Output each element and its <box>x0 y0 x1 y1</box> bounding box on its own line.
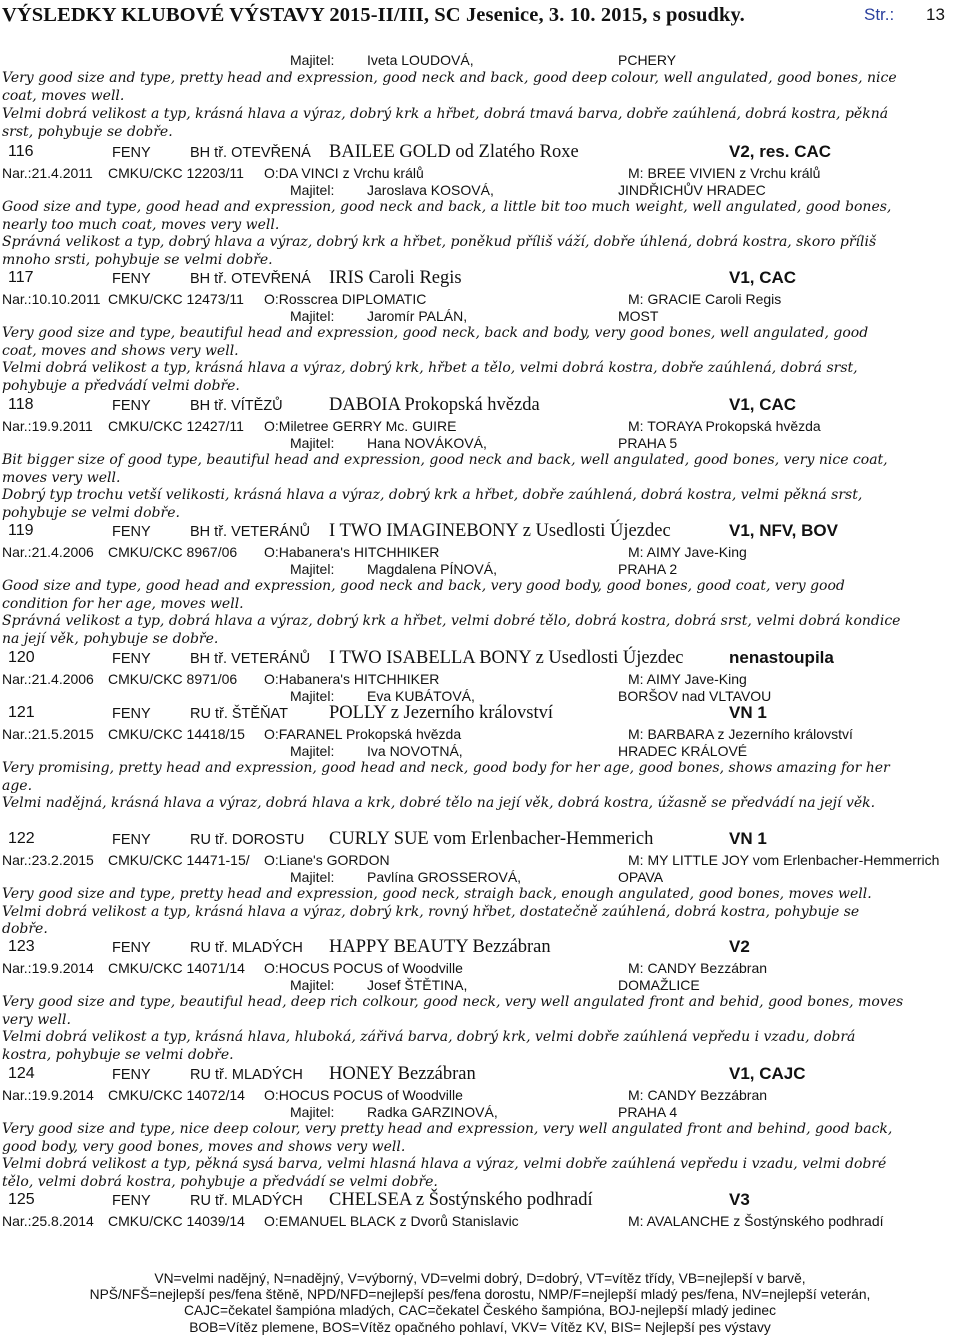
dam: M: CANDY Bezzábran <box>628 960 768 976</box>
birth-date: Nar.:19.9.2011 <box>2 418 93 434</box>
dog-name: HAPPY BEAUTY Bezzábran <box>329 937 551 957</box>
birth-date: Nar.:21.4.2006 <box>2 544 94 560</box>
legend-line: VN=velmi nadějný, N=nadějný, V=výborný, VD=velmi dobrý, D=dobrý, VT=vítěz třídy, VB=nejlepší v barvě, <box>154 1271 806 1286</box>
sire: O:FARANEL Prokopská hvězda <box>264 726 462 742</box>
registration: CMKU/CKC 8967/06 <box>108 544 238 560</box>
sex: FENY <box>112 940 151 956</box>
sex: FENY <box>112 145 151 161</box>
owner-name: Jaroslava KOSOVÁ, <box>367 182 494 198</box>
sire: O:Habanera's HITCHHIKER <box>264 671 440 687</box>
sire: O:Habanera's HITCHHIKER <box>264 544 440 560</box>
owner-label: Majitel: <box>290 869 335 885</box>
registration: CMKU/CKC 14039/14 <box>108 1213 245 1229</box>
owner-city: DOMAŽLICE <box>618 977 700 993</box>
sex: FENY <box>112 271 151 287</box>
legend-line: NPŠ/NFŠ=nejlepší pes/fena štěně, NPD/NFD=nejlepší pes/fena dorostu, NMP/F=nejlepší mladý pes/fena, NV=nejlepší veterán, <box>89 1287 871 1302</box>
catalog-number: 124 <box>8 1065 35 1082</box>
legend-line: CAJC=čekatel šampióna mladých, CAC=čekatel Českého šampióna, BOJ-nejlepší mladý jedinec <box>183 1303 776 1318</box>
owner-city: PRAHA 2 <box>618 561 678 577</box>
legend-line: BOB=Vítěz plemene, BOS=Vítěz opačného pohlaví, VKV= Vítěz KV, BIS= Nejlepší pes výstavy <box>189 1320 771 1335</box>
owner-name: Hana NOVÁKOVÁ, <box>367 435 487 451</box>
sire: O:EMANUEL BLACK z Dvorů Stanislavic <box>264 1213 519 1229</box>
registration: CMKU/CKC 8971/06 <box>108 671 238 687</box>
registration: CMKU/CKC 14071/14 <box>108 960 245 976</box>
award: V1, CAC <box>729 395 797 414</box>
dam: M: BREE VIVIEN z Vrchu králů <box>628 165 821 181</box>
owner-label: Majitel: <box>290 435 335 451</box>
dog-name: BAILEE GOLD od Zlatého Roxe <box>329 142 579 162</box>
registration: CMKU/CKC 14072/14 <box>108 1087 245 1103</box>
owner-name: Jaromír PALÁN, <box>367 308 468 324</box>
award: V1, CAJC <box>729 1064 806 1083</box>
class: BH tř. VETERÁNŮ <box>190 651 311 667</box>
sire: O:Liane's GORDON <box>264 852 390 868</box>
catalog-number: 116 <box>8 143 34 160</box>
owner-label: Majitel: <box>290 52 335 68</box>
owner-name: Pavlína GROSSEROVÁ, <box>367 869 522 885</box>
registration: CMKU/CKC 14418/15 <box>108 726 245 742</box>
registration: CMKU/CKC 14471-15/ <box>108 852 250 868</box>
evaluation-en: Very good size and type, pretty head and expression, good neck, straigh back, enough angulated, good bones, moves well. <box>2 886 872 902</box>
owner-label: Majitel: <box>290 182 335 198</box>
catalog-number: 125 <box>8 1191 35 1208</box>
evaluation-cz: Správná velikost a typ, dobrá hlava a výraz, dobrý krk a hřbet, velmi dobré tělo, dobrá kostra, dobrá srst, velmi dobrá kondice na její věk, pohybuje se dobře. <box>2 613 901 647</box>
birth-date: Nar.:25.8.2014 <box>2 1213 94 1229</box>
owner-city: HRADEC KRÁLOVÉ <box>618 743 748 759</box>
owner-label: Majitel: <box>290 1104 335 1120</box>
class: RU tř. ŠTĚŇAT <box>190 706 289 722</box>
class: BH tř. OTEVŘENÁ <box>190 145 311 161</box>
registration: CMKU/CKC 12427/11 <box>108 418 244 434</box>
owner-name: Eva KUBÁTOVÁ, <box>367 688 475 704</box>
dam: M: AVALANCHE z Šostýnského podhradí <box>628 1213 884 1229</box>
owner-city: PCHERY <box>618 52 677 68</box>
owner-city: BORŠOV nad VLTAVOU <box>618 688 772 704</box>
dog-name: I TWO IMAGINEBONY z Usedlosti Újezdec <box>329 521 671 541</box>
birth-date: Nar.:21.5.2015 <box>2 726 94 742</box>
dog-name: HONEY Bezzábran <box>329 1064 476 1084</box>
sire: O:DA VINCI z Vrchu králů <box>264 165 424 181</box>
birth-date: Nar.:19.9.2014 <box>2 1087 94 1103</box>
owner-city: OPAVA <box>618 869 664 885</box>
sex: FENY <box>112 398 151 414</box>
dam: M: MY LITTLE JOY vom Erlenbacher-Hemmerrich <box>628 852 940 868</box>
registration: CMKU/CKC 12473/11 <box>108 291 244 307</box>
catalog-number: 121 <box>8 704 35 721</box>
page-number: 13 <box>926 5 945 24</box>
page-title: VÝSLEDKY KLUBOVÉ VÝSTAVY 2015-II/III, SC Jesenice, 3. 10. 2015, s posudky. <box>2 4 745 26</box>
dam: M: BARBARA z Jezerního království <box>628 726 853 742</box>
evaluation-cz: Velmi dobrá velikost a typ, pěkná sysá barva, velmi hlasná hlava a výraz, velmi dobře zaúhlená vepředu i vzadu, velmi dobré tělo, velmi dobrá kostra, pohybuje a předvádí se velmi dobře. <box>2 1156 887 1190</box>
award: V1, NFV, BOV <box>729 521 838 540</box>
award: V1, CAC <box>729 268 797 287</box>
award: V3 <box>729 1190 750 1209</box>
catalog-number: 123 <box>8 938 35 955</box>
award: V2, res. CAC <box>729 142 832 161</box>
owner-city: PRAHA 4 <box>618 1104 678 1120</box>
dog-name: IRIS Caroli Regis <box>329 268 462 288</box>
sire: O:HOCUS POCUS of Woodville <box>264 960 463 976</box>
sire: O:Miletree GERRY Mc. GUIRE <box>264 418 457 434</box>
dog-name: DABOIA Prokopská hvězda <box>329 395 540 415</box>
dog-name: CHELSEA z Šostýnského podhradí <box>329 1190 593 1210</box>
evaluation-cz: Velmi dobrá velikost a typ, krásná hlava a výraz, dobrý krk a hřbet, dobrá tmavá barva, dobře zaúhlená, dobrá kostra, pěkná srst, pohybuje se dobře. <box>2 106 889 140</box>
catalog-number: 120 <box>8 649 35 666</box>
evaluation-en: Bit bigger size of good type, beautiful head and expression, good neck and back, well angulated, good bones, very nice coat, moves very well. <box>2 452 888 486</box>
dam: M: CANDY Bezzábran <box>628 1087 768 1103</box>
award: V2 <box>729 937 750 956</box>
award: VN 1 <box>729 703 767 722</box>
evaluation-en: Good size and type, good head and expression, good neck and back, very good body, good bones, good coat, very good condition for her age, moves well. <box>2 578 845 612</box>
dog-name: I TWO ISABELLA BONY z Usedlosti Újezdec <box>329 648 684 668</box>
award: VN 1 <box>729 829 767 848</box>
registration: CMKU/CKC 12203/11 <box>108 165 244 181</box>
class: RU tř. MLADÝCH <box>190 940 303 956</box>
birth-date: Nar.:23.2.2015 <box>2 852 94 868</box>
class: RU tř. DOROSTU <box>190 832 305 848</box>
owner-label: Majitel: <box>290 308 335 324</box>
sex: FENY <box>112 1067 151 1083</box>
award: nenastoupila <box>729 648 834 667</box>
owner-city: PRAHA 5 <box>618 435 678 451</box>
dam: M: AIMY Jave-King <box>628 544 747 560</box>
owner-name: Magdalena PÍNOVÁ, <box>367 561 497 577</box>
evaluation-cz: Dobrý typ trochu vetší velikosti, krásná hlava a výraz, dobrý krk a hřbet, dobře zaúhlená, dobrá kostra, velmi pěkná srst, pohybuje se velmi dobře. <box>2 487 863 521</box>
owner-name: Iveta LOUDOVÁ, <box>367 52 474 68</box>
owner-name: Radka GARZINOVÁ, <box>367 1104 498 1120</box>
owner-label: Majitel: <box>290 743 335 759</box>
sex: FENY <box>112 651 151 667</box>
evaluation-en: Very good size and type, nice deep colour, very pretty head and expression, very well angulated front and behind, good back, good body, very good bones, moves and shows very well. <box>2 1121 893 1155</box>
evaluation-cz: Správná velikost a typ, dobrý hlava a výraz, dobrý krk a hřbet, poněkud příliš váží, dobře úhlená, dobrá kostra, skoro příliš mnoho srsti, pohybuje se velmi dobře. <box>2 234 877 268</box>
sex: FENY <box>112 832 151 848</box>
owner-city: MOST <box>618 308 659 324</box>
catalog-number: 119 <box>8 522 34 539</box>
sire: O:HOCUS POCUS of Woodville <box>264 1087 463 1103</box>
sex: FENY <box>112 524 151 540</box>
owner-city: JINDŘICHŮV HRADEC <box>618 182 766 198</box>
class: RU tř. MLADÝCH <box>190 1193 303 1209</box>
owner-name: Iva NOVOTNÁ, <box>367 743 463 759</box>
owner-label: Majitel: <box>290 688 335 704</box>
evaluation-cz: Velmi dobrá velikost a typ, krásná hlava a výraz, dobrý krk, hřbet a tělo, velmi dobrá kostra, dobře zaúhlená, dobrá srst, pohybuje a předvádí velmi dobře. <box>2 360 858 394</box>
evaluation-cz: Velmi dobrá velikost a typ, krásná hlava a výraz, dobrý krk, rovný hřbet, dostatečně zaúhlená, dobrá kostra, pohybuje se dobře. <box>2 903 860 937</box>
evaluation-en: Very good size and type, beautiful head, deep rich colkour, good neck, very well angulated front and behid, good bones, moves very well. <box>2 994 904 1028</box>
sex: FENY <box>112 1193 151 1209</box>
birth-date: Nar.:19.9.2014 <box>2 960 94 976</box>
catalog-number: 118 <box>8 396 34 413</box>
owner-label: Majitel: <box>290 977 335 993</box>
evaluation-en: Very promising, pretty head and expression, good head and neck, good body for her age, good bones, shows amazing for her age. <box>2 760 890 794</box>
page-label[interactable]: Str.: <box>864 5 895 24</box>
birth-date: Nar.:10.10.2011 <box>2 291 101 307</box>
dam: M: AIMY Jave-King <box>628 671 747 687</box>
evaluation-en: Very good size and type, beautiful head and expression, good neck, back and body, very good bones, well angulated, good coat, moves and shows very well. <box>2 325 869 359</box>
sex: FENY <box>112 706 151 722</box>
class: RU tř. MLADÝCH <box>190 1067 303 1083</box>
birth-date: Nar.:21.4.2011 <box>2 165 93 181</box>
class: BH tř. VÍTĚZŮ <box>190 398 283 414</box>
class: BH tř. OTEVŘENÁ <box>190 271 311 287</box>
catalog-number: 122 <box>8 830 35 847</box>
page-header <box>0 0 960 30</box>
birth-date: Nar.:21.4.2006 <box>2 671 94 687</box>
evaluation-en: Good size and type, good head and expression, good neck and back, a little bit too much weight, well angulated, good bones, nearly too much coat, moves very well. <box>2 199 892 233</box>
evaluation-en: Very good size and type, pretty head and expression, good neck and back, good deep colour, well angulated, good bones, nice coat, moves well. <box>2 70 897 104</box>
evaluation-cz: Velmi nadějná, krásná hlava a výraz, dobrá hlava a krk, dobré tělo na její věk, dobrá kostra, úžasně se předvádí na její věk. <box>2 795 876 811</box>
owner-label: Majitel: <box>290 561 335 577</box>
dam: M: GRACIE Caroli Regis <box>628 291 782 307</box>
class: BH tř. VETERÁNŮ <box>190 524 311 540</box>
catalog-number: 117 <box>8 269 34 286</box>
dog-name: POLLY z Jezerního království <box>329 703 554 723</box>
sire: O:Rosscrea DIPLOMATIC <box>264 291 427 307</box>
dog-name: CURLY SUE vom Erlenbacher-Hemmerich <box>329 829 654 849</box>
dam: M: TORAYA Prokopská hvězda <box>628 418 821 434</box>
evaluation-cz: Velmi dobrá velikost a typ, krásná hlava, hluboká, zářivá barva, dobrý krk, velmi dobře zaúhlená vepředu i vzadu, dobrá kostra, pohybuje se velmi dobře. <box>2 1029 856 1063</box>
owner-name: Josef ŠTĚTINA, <box>367 977 468 993</box>
